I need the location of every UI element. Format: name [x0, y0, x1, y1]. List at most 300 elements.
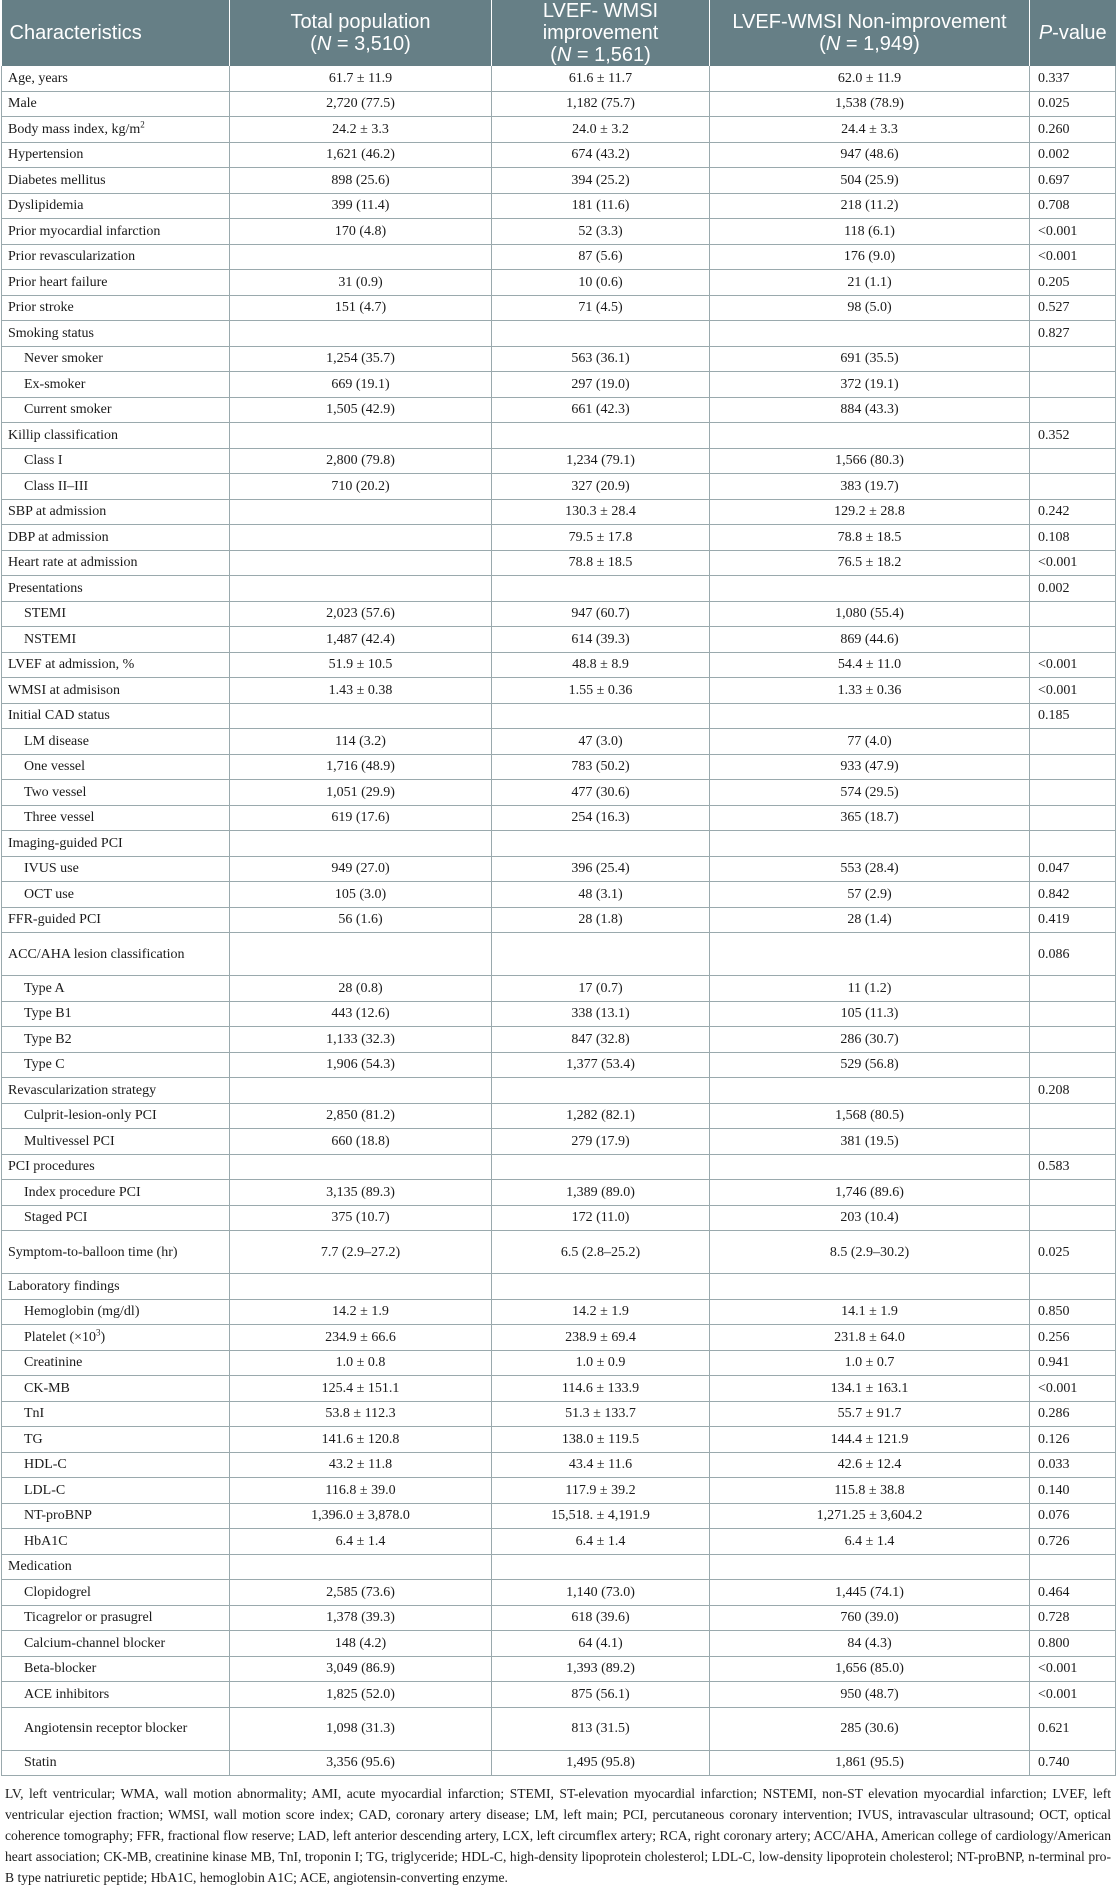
cell-total: 1,396.0 ± 3,878.0	[230, 1503, 492, 1529]
cell-p-value	[1030, 976, 1116, 1002]
table-row	[2, 907, 1116, 933]
row-label: Calcium-channel blocker	[2, 1631, 230, 1657]
cell-p-value: <0.001	[1030, 244, 1116, 270]
table-row	[2, 576, 1116, 602]
cell-non-improvement	[710, 423, 1030, 449]
cell-improvement: 297 (19.0)	[492, 372, 710, 398]
table-row	[2, 1427, 1116, 1453]
cell-non-improvement	[710, 703, 1030, 729]
table-row	[2, 372, 1116, 398]
cell-p-value: 0.140	[1030, 1478, 1116, 1504]
header-total-population	[230, 0, 492, 66]
cell-non-improvement: 286 (30.7)	[710, 1027, 1030, 1053]
cell-non-improvement: 760 (39.0)	[710, 1605, 1030, 1631]
cell-improvement: 847 (32.8)	[492, 1027, 710, 1053]
cell-p-value	[1030, 474, 1116, 500]
table-row	[2, 1401, 1116, 1427]
cell-non-improvement: 1,568 (80.5)	[710, 1103, 1030, 1129]
cell-total: 14.2 ± 1.9	[230, 1299, 492, 1325]
cell-non-improvement: 129.2 ± 28.8	[710, 499, 1030, 525]
table-row	[2, 1027, 1116, 1053]
cell-non-improvement: 1,566 (80.3)	[710, 448, 1030, 474]
row-label: Three vessel	[2, 805, 230, 831]
cell-improvement: 1,389 (89.0)	[492, 1180, 710, 1206]
cell-p-value	[1030, 1129, 1116, 1155]
cell-improvement	[492, 321, 710, 347]
row-label: ACE inhibitors	[2, 1682, 230, 1708]
cell-total: 1,098 (31.3)	[230, 1707, 492, 1750]
cell-non-improvement: 1,656 (85.0)	[710, 1656, 1030, 1682]
cell-p-value	[1030, 346, 1116, 372]
cell-non-improvement	[710, 321, 1030, 347]
row-label: Imaging-guided PCI	[2, 831, 230, 857]
cell-improvement	[492, 1078, 710, 1104]
cell-p-value	[1030, 754, 1116, 780]
cell-total: 2,850 (81.2)	[230, 1103, 492, 1129]
cell-improvement: 52 (3.3)	[492, 219, 710, 245]
cell-non-improvement: 1,746 (89.6)	[710, 1180, 1030, 1206]
table-row	[2, 91, 1116, 117]
row-label: OCT use	[2, 882, 230, 908]
row-label: TnI	[2, 1401, 230, 1427]
cell-total	[230, 1154, 492, 1180]
cell-non-improvement: 115.8 ± 38.8	[710, 1478, 1030, 1504]
cell-total	[230, 1554, 492, 1580]
cell-improvement: 1,495 (95.8)	[492, 1750, 710, 1776]
table-row	[2, 754, 1116, 780]
row-label: Index procedure PCI	[2, 1180, 230, 1206]
cell-non-improvement: 553 (28.4)	[710, 856, 1030, 882]
cell-p-value: 0.205	[1030, 270, 1116, 296]
row-label: Dyslipidemia	[2, 193, 230, 219]
cell-improvement: 1,182 (75.7)	[492, 91, 710, 117]
row-label: Statin	[2, 1750, 230, 1776]
table-row	[2, 1707, 1116, 1750]
cell-improvement: 947 (60.7)	[492, 601, 710, 627]
table-row	[2, 627, 1116, 653]
row-label: Symptom-to-balloon time (hr)	[2, 1231, 230, 1274]
row-label: Class II–III	[2, 474, 230, 500]
cell-total: 105 (3.0)	[230, 882, 492, 908]
cell-non-improvement: 884 (43.3)	[710, 397, 1030, 423]
cell-p-value: 0.126	[1030, 1427, 1116, 1453]
table-row	[2, 1682, 1116, 1708]
cell-improvement: 61.6 ± 11.7	[492, 66, 710, 91]
header-total-title: Total population	[290, 11, 431, 33]
cell-improvement: 117.9 ± 39.2	[492, 1478, 710, 1504]
cell-p-value: <0.001	[1030, 652, 1116, 678]
table-row	[2, 805, 1116, 831]
table-row	[2, 1325, 1116, 1351]
row-label: NSTEMI	[2, 627, 230, 653]
cell-p-value	[1030, 1180, 1116, 1206]
cell-total: 3,356 (95.6)	[230, 1750, 492, 1776]
table-row	[2, 882, 1116, 908]
cell-improvement: 1,234 (79.1)	[492, 448, 710, 474]
row-label: Smoking status	[2, 321, 230, 347]
row-label: Male	[2, 91, 230, 117]
row-label: Multivessel PCI	[2, 1129, 230, 1155]
cell-improvement: 1,282 (82.1)	[492, 1103, 710, 1129]
table-row	[2, 1103, 1116, 1129]
cell-total: 3,049 (86.9)	[230, 1656, 492, 1682]
cell-p-value: 0.726	[1030, 1529, 1116, 1555]
cell-total: 114 (3.2)	[230, 729, 492, 755]
row-label: Creatinine	[2, 1350, 230, 1376]
cell-p-value: 0.242	[1030, 499, 1116, 525]
row-label: Class I	[2, 448, 230, 474]
cell-improvement: 24.0 ± 3.2	[492, 117, 710, 143]
cell-total: 151 (4.7)	[230, 295, 492, 321]
header-non-improvement-n: (N = 1,949)	[819, 33, 920, 55]
cell-total: 443 (12.6)	[230, 1001, 492, 1027]
cell-total: 234.9 ± 66.6	[230, 1325, 492, 1351]
cell-p-value: 0.827	[1030, 321, 1116, 347]
cell-total: 660 (18.8)	[230, 1129, 492, 1155]
cell-improvement: 327 (20.9)	[492, 474, 710, 500]
cell-improvement: 254 (16.3)	[492, 805, 710, 831]
cell-p-value: 0.208	[1030, 1078, 1116, 1104]
table-row	[2, 729, 1116, 755]
table-row	[2, 66, 1116, 91]
cell-improvement: 1,393 (89.2)	[492, 1656, 710, 1682]
row-label: Type A	[2, 976, 230, 1002]
cell-total: 399 (11.4)	[230, 193, 492, 219]
table-row	[2, 346, 1116, 372]
row-label: Culprit-lesion-only PCI	[2, 1103, 230, 1129]
cell-p-value: 0.419	[1030, 907, 1116, 933]
cell-improvement: 172 (11.0)	[492, 1205, 710, 1231]
table-row	[2, 1231, 1116, 1274]
cell-non-improvement: 98 (5.0)	[710, 295, 1030, 321]
cell-non-improvement: 8.5 (2.9–30.2)	[710, 1231, 1030, 1274]
row-label: Staged PCI	[2, 1205, 230, 1231]
header-non-improvement	[710, 0, 1030, 66]
cell-p-value: 0.740	[1030, 1750, 1116, 1776]
cell-total: 375 (10.7)	[230, 1205, 492, 1231]
cell-p-value	[1030, 1027, 1116, 1053]
cell-total	[230, 525, 492, 551]
cell-non-improvement	[710, 933, 1030, 976]
cell-non-improvement: 365 (18.7)	[710, 805, 1030, 831]
cell-improvement: 238.9 ± 69.4	[492, 1325, 710, 1351]
cell-improvement: 64 (4.1)	[492, 1631, 710, 1657]
cell-non-improvement: 1,080 (55.4)	[710, 601, 1030, 627]
row-label: One vessel	[2, 754, 230, 780]
row-label: LDL-C	[2, 1478, 230, 1504]
table-row	[2, 1580, 1116, 1606]
cell-improvement: 279 (17.9)	[492, 1129, 710, 1155]
cell-improvement	[492, 831, 710, 857]
cell-p-value: 0.002	[1030, 576, 1116, 602]
cell-p-value: 0.260	[1030, 117, 1116, 143]
cell-total: 898 (25.6)	[230, 168, 492, 194]
header-characteristics: Characteristics	[2, 0, 230, 66]
cell-p-value	[1030, 1052, 1116, 1078]
cell-total	[230, 576, 492, 602]
cell-total: 1,487 (42.4)	[230, 627, 492, 653]
table-row	[2, 1503, 1116, 1529]
cell-improvement: 1.55 ± 0.36	[492, 678, 710, 704]
row-label: WMSI at admisison	[2, 678, 230, 704]
cell-p-value: 0.033	[1030, 1452, 1116, 1478]
table-row	[2, 856, 1116, 882]
cell-p-value	[1030, 1103, 1116, 1129]
row-label: Platelet $(\times 10^3)$	[2, 1325, 230, 1351]
table-row	[2, 1129, 1116, 1155]
cell-non-improvement: 203 (10.4)	[710, 1205, 1030, 1231]
cell-non-improvement: 21 (1.1)	[710, 270, 1030, 296]
cell-total: 1.0 ± 0.8	[230, 1350, 492, 1376]
cell-improvement	[492, 1554, 710, 1580]
cell-improvement: 338 (13.1)	[492, 1001, 710, 1027]
row-label: Type B1	[2, 1001, 230, 1027]
cell-p-value: 0.025	[1030, 91, 1116, 117]
cell-improvement: 477 (30.6)	[492, 780, 710, 806]
cell-total: 1,505 (42.9)	[230, 397, 492, 423]
row-label: Hemoglobin (mg/dl)	[2, 1299, 230, 1325]
cell-total: 43.2 ± 11.8	[230, 1452, 492, 1478]
cell-improvement: 17 (0.7)	[492, 976, 710, 1002]
table-footnote: LV, left ventricular; WMA, wall motion abnormality; AMI, acute myocardial infarction; STEMI, ST-elevation myocardial infarction; NSTEMI, non-ST elevation myocardial infarction; LVEF, left ventricular ejection fraction; WMSI, wall motion score index; CAD, coronary artery disease; LM, left main; PCI, percutaneous coronary intervention; IVUS, intravascular ultrasound; OCT, optical coherence tomography; FFR, fractional flow reserve; LAD, left anterior descending artery, LCX, left circumflex artery; RCA, right coronary artery; ACC/AHA, American college of cardiology/American heart association; CK-MB, creatinine kinase MB, TnI, troponin I; TG, triglyceride; HDL-C, high-density lipoprotein cholesterol; LDL-C, low-density lipoprotein cholesterol; NT-proBNP, n-terminal pro-B type natriuretic peptide; HbA1C, hemoglobin A1C; ACE, angiotensin-converting enzyme.	[5, 1786, 1111, 1885]
cell-total	[230, 703, 492, 729]
cell-non-improvement	[710, 576, 1030, 602]
cell-p-value	[1030, 397, 1116, 423]
table-row	[2, 1052, 1116, 1078]
cell-total: 1,825 (52.0)	[230, 1682, 492, 1708]
cell-non-improvement	[710, 1078, 1030, 1104]
cell-total	[230, 499, 492, 525]
cell-improvement: 87 (5.6)	[492, 244, 710, 270]
cell-total: 710 (20.2)	[230, 474, 492, 500]
table-row	[2, 1554, 1116, 1580]
cell-p-value: 0.941	[1030, 1350, 1116, 1376]
cell-non-improvement: 231.8 ± 64.0	[710, 1325, 1030, 1351]
row-label: Killip classification	[2, 423, 230, 449]
cell-improvement: 394 (25.2)	[492, 168, 710, 194]
row-label: CK-MB	[2, 1376, 230, 1402]
cell-non-improvement: 24.4 ± 3.3	[710, 117, 1030, 143]
cell-non-improvement: 118 (6.1)	[710, 219, 1030, 245]
cell-improvement: 6.4 ± 1.4	[492, 1529, 710, 1555]
header-improvement-n: (N = 1,561)	[550, 44, 651, 66]
table-row	[2, 448, 1116, 474]
cell-improvement	[492, 1274, 710, 1300]
cell-total: 1,133 (32.3)	[230, 1027, 492, 1053]
cell-p-value: 0.697	[1030, 168, 1116, 194]
cell-improvement: 138.0 ± 119.5	[492, 1427, 710, 1453]
table-row	[2, 1274, 1116, 1300]
cell-improvement: 79.5 ± 17.8	[492, 525, 710, 551]
cell-total: 2,023 (57.6)	[230, 601, 492, 627]
cell-improvement: 10 (0.6)	[492, 270, 710, 296]
cell-total: 7.7 (2.9–27.2)	[230, 1231, 492, 1274]
cell-p-value: 0.337	[1030, 66, 1116, 91]
cell-total: 28 (0.8)	[230, 976, 492, 1002]
cell-non-improvement: 383 (19.7)	[710, 474, 1030, 500]
row-label: Presentations	[2, 576, 230, 602]
cell-non-improvement: 574 (29.5)	[710, 780, 1030, 806]
cell-p-value: <0.001	[1030, 1656, 1116, 1682]
cell-non-improvement: 1,861 (95.5)	[710, 1750, 1030, 1776]
row-label: Medication	[2, 1554, 230, 1580]
table-body	[2, 66, 1116, 1776]
cell-improvement: 181 (11.6)	[492, 193, 710, 219]
table-row	[2, 1452, 1116, 1478]
table-row	[2, 499, 1116, 525]
cell-improvement: 1.0 ± 0.9	[492, 1350, 710, 1376]
table-row	[2, 270, 1116, 296]
row-label: Type C	[2, 1052, 230, 1078]
cell-total: 170 (4.8)	[230, 219, 492, 245]
cell-non-improvement: 869 (44.6)	[710, 627, 1030, 653]
cell-non-improvement: 42.6 ± 12.4	[710, 1452, 1030, 1478]
table-row	[2, 1154, 1116, 1180]
row-label: STEMI	[2, 601, 230, 627]
table-row	[2, 601, 1116, 627]
cell-improvement: 48.8 ± 8.9	[492, 652, 710, 678]
cell-total	[230, 1274, 492, 1300]
cell-p-value: 0.527	[1030, 295, 1116, 321]
cell-improvement	[492, 703, 710, 729]
cell-total	[230, 321, 492, 347]
row-label: Ticagrelor or prasugrel	[2, 1605, 230, 1631]
table-row	[2, 474, 1116, 500]
table-header	[2, 0, 1116, 66]
cell-total: 1,716 (48.9)	[230, 754, 492, 780]
cell-non-improvement: 78.8 ± 18.5	[710, 525, 1030, 551]
cell-total	[230, 831, 492, 857]
cell-total	[230, 1078, 492, 1104]
cell-p-value: 0.621	[1030, 1707, 1116, 1750]
cell-p-value	[1030, 1205, 1116, 1231]
cell-total: 1.43 ± 0.38	[230, 678, 492, 704]
cell-improvement: 396 (25.4)	[492, 856, 710, 882]
cell-improvement: 1,140 (73.0)	[492, 1580, 710, 1606]
cell-improvement: 614 (39.3)	[492, 627, 710, 653]
cell-improvement: 813 (31.5)	[492, 1707, 710, 1750]
row-label: NT-proBNP	[2, 1503, 230, 1529]
table-row	[2, 780, 1116, 806]
cell-improvement	[492, 576, 710, 602]
cell-total	[230, 550, 492, 576]
row-label: FFR-guided PCI	[2, 907, 230, 933]
cell-total: 1,906 (54.3)	[230, 1052, 492, 1078]
cell-improvement	[492, 423, 710, 449]
row-label: Two vessel	[2, 780, 230, 806]
cell-total: 1,378 (39.3)	[230, 1605, 492, 1631]
cell-p-value: 0.842	[1030, 882, 1116, 908]
cell-total: 116.8 ± 39.0	[230, 1478, 492, 1504]
cell-total: 2,800 (79.8)	[230, 448, 492, 474]
cell-total: 141.6 ± 120.8	[230, 1427, 492, 1453]
table-row	[2, 1631, 1116, 1657]
row-label: LVEF at admission, %	[2, 652, 230, 678]
cell-improvement: 130.3 ± 28.4	[492, 499, 710, 525]
cell-non-improvement: 144.4 ± 121.9	[710, 1427, 1030, 1453]
row-label: Beta-blocker	[2, 1656, 230, 1682]
row-label: Type B2	[2, 1027, 230, 1053]
cell-total: 2,720 (77.5)	[230, 91, 492, 117]
cell-non-improvement: 11 (1.2)	[710, 976, 1030, 1002]
table-row	[2, 219, 1116, 245]
row-label: PCI procedures	[2, 1154, 230, 1180]
table-row	[2, 1656, 1116, 1682]
cell-total: 56 (1.6)	[230, 907, 492, 933]
table-row	[2, 168, 1116, 194]
row-label: Body mass index, $kg/m^2$	[2, 117, 230, 143]
cell-non-improvement: 381 (19.5)	[710, 1129, 1030, 1155]
cell-total: 24.2 ± 3.3	[230, 117, 492, 143]
cell-non-improvement: 691 (35.5)	[710, 346, 1030, 372]
table-row	[2, 831, 1116, 857]
table-row	[2, 1478, 1116, 1504]
cell-improvement: 618 (39.6)	[492, 1605, 710, 1631]
cell-non-improvement: 1,271.25 ± 3,604.2	[710, 1503, 1030, 1529]
row-label: Clopidogrel	[2, 1580, 230, 1606]
row-label: Current smoker	[2, 397, 230, 423]
cell-improvement	[492, 1154, 710, 1180]
cell-non-improvement: 176 (9.0)	[710, 244, 1030, 270]
row-label: IVUS use	[2, 856, 230, 882]
row-label: Diabetes mellitus	[2, 168, 230, 194]
cell-p-value	[1030, 831, 1116, 857]
cell-p-value: 0.185	[1030, 703, 1116, 729]
cell-p-value: 0.583	[1030, 1154, 1116, 1180]
table-row	[2, 1180, 1116, 1206]
table-row	[2, 1078, 1116, 1104]
table-row	[2, 1376, 1116, 1402]
row-label: Angiotensin receptor blocker	[2, 1707, 230, 1750]
cell-non-improvement: 950 (48.7)	[710, 1682, 1030, 1708]
cell-non-improvement: 504 (25.9)	[710, 168, 1030, 194]
table-row	[2, 1529, 1116, 1555]
row-label: Prior heart failure	[2, 270, 230, 296]
cell-non-improvement: 62.0 ± 11.9	[710, 66, 1030, 91]
cell-improvement: 14.2 ± 1.9	[492, 1299, 710, 1325]
row-label: Hypertension	[2, 142, 230, 168]
cell-p-value: 0.464	[1030, 1580, 1116, 1606]
table-row	[2, 550, 1116, 576]
cell-non-improvement: 105 (11.3)	[710, 1001, 1030, 1027]
cell-non-improvement	[710, 1274, 1030, 1300]
cell-p-value	[1030, 627, 1116, 653]
row-label: Never smoker	[2, 346, 230, 372]
cell-improvement: 71 (4.5)	[492, 295, 710, 321]
cell-p-value: <0.001	[1030, 550, 1116, 576]
row-label: ACC/AHA lesion classification	[2, 933, 230, 976]
cell-non-improvement: 218 (11.2)	[710, 193, 1030, 219]
cell-p-value: 0.076	[1030, 1503, 1116, 1529]
table-row	[2, 976, 1116, 1002]
cell-total: 148 (4.2)	[230, 1631, 492, 1657]
row-label: Ex-smoker	[2, 372, 230, 398]
cell-p-value: 0.025	[1030, 1231, 1116, 1274]
table-row	[2, 295, 1116, 321]
table-row	[2, 525, 1116, 551]
cell-non-improvement: 1.0 ± 0.7	[710, 1350, 1030, 1376]
row-label: Laboratory findings	[2, 1274, 230, 1300]
cell-total: 3,135 (89.3)	[230, 1180, 492, 1206]
row-label: DBP at admission	[2, 525, 230, 551]
cell-p-value: 0.086	[1030, 933, 1116, 976]
cell-p-value: 0.286	[1030, 1401, 1116, 1427]
row-label: Prior myocardial infarction	[2, 219, 230, 245]
table-row	[2, 117, 1116, 143]
cell-p-value	[1030, 601, 1116, 627]
cell-non-improvement: 134.1 ± 163.1	[710, 1376, 1030, 1402]
row-label: HbA1C	[2, 1529, 230, 1555]
